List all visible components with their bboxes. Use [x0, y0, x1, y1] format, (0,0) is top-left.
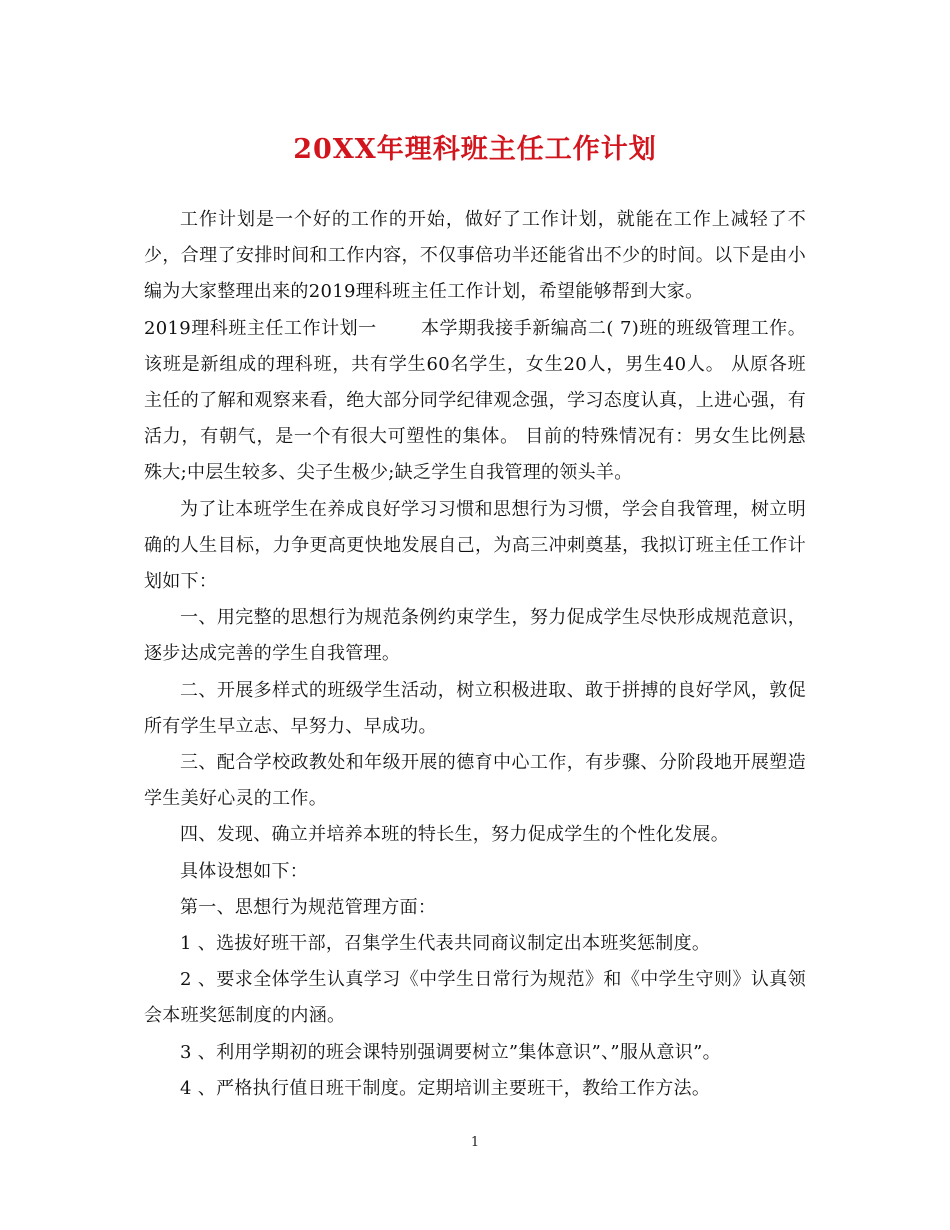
- item-four-paragraph: 4 、严格执行值日班干制度。定期培训主要班干，教给工作方法。: [180, 1077, 711, 1099]
- goal-two-paragraph: 二、开展多样式的班级学生活动，树立积极进取、敢于拼搏的良好学风，敦促所有学生早立志、早努力、早成功。: [144, 679, 806, 737]
- document-body: [144, 202, 806, 1107]
- item-three-paragraph: 3 、利用学期初的班会课特别强调要树立”集体意识”、”服从意识”。: [180, 1041, 721, 1063]
- plan-purpose-paragraph: 为了让本班学生在养成良好学习习惯和思想行为习惯，学会自我管理，树立明确的人生目标，力争更高更快地发展自己，为高三冲刺奠基，我拟订班主任工作计划如下：: [144, 498, 806, 593]
- goal-three-paragraph: 三、配合学校政教处和年级开展的德育中心工作，有步骤、分阶段地开展塑造学生美好心灵的工作。: [144, 752, 806, 810]
- class-situation-text: 本学期我接手新编高二( 7)班的班级管理工作。该班是新组成的理科班，共有学生60名学生，女生20人，男生40人。 从原各班主任的了解和观察来看，绝大部分同学纪律观念强，学习态度认真，上进心强，有活力，有朝气，是一个有很大可塑性的集体。 目前的特殊情况有：男女生比例悬殊大;中层生较多、尖子生极少;缺乏学生自我管理的领头羊。: [144, 317, 806, 484]
- plan-one-heading: 2019理科班主任工作计划一: [144, 317, 377, 339]
- item-one-paragraph: 1 、选拔好班干部，召集学生代表共同商议制定出本班奖惩制度。: [180, 933, 711, 955]
- plan-one-paragraph: [144, 311, 806, 492]
- details-heading: 具体设想如下：: [180, 860, 309, 882]
- section-one-heading: 第一、思想行为规范管理方面：: [180, 896, 437, 918]
- page-number: 1: [470, 1135, 480, 1150]
- goal-four-paragraph: 四、发现、确立并培养本班的特长生，努力促成学生的个性化发展。: [180, 824, 729, 846]
- intro-paragraph: 工作计划是一个好的工作的开始，做好了工作计划，就能在工作上减轻了不少，合理了安排时间和工作内容，不仅事倍功半还能省出不少的时间。以下是由小编为大家整理出来的2019理科班主任工作计划，希望能够帮到大家。: [144, 209, 806, 303]
- item-two-paragraph: 2 、要求全体学生认真学习《中学生日常行为规范》和《中学生守则》认真领会本班奖惩制度的内涵。: [144, 969, 806, 1027]
- goal-one-paragraph: 一、用完整的思想行为规范条例约束学生，努力促成学生尽快形成规范意识，逐步达成完善的学生自我管理。: [144, 607, 806, 665]
- document-title: 20XX年理科班主任工作计划: [293, 134, 657, 165]
